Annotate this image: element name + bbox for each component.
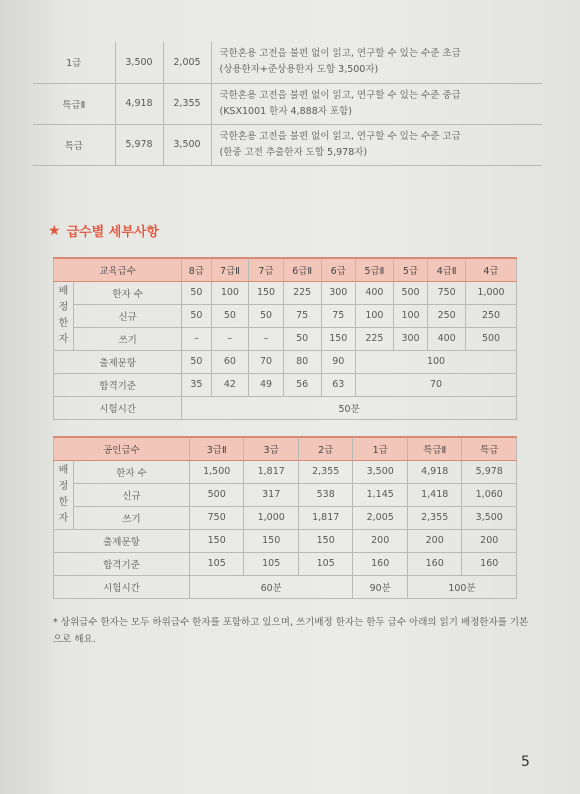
grade-cell: 특급Ⅱ: [33, 83, 115, 124]
write-count-cell: 3,500: [163, 124, 211, 165]
value-cell: 50: [249, 304, 284, 327]
value-cell: 105: [189, 552, 244, 575]
value-cell: 150: [298, 529, 353, 552]
table-row: [54, 529, 517, 552]
label-char: 배: [58, 464, 69, 476]
header-cell: 3급Ⅱ: [189, 437, 244, 460]
table-row: [54, 350, 517, 373]
merged-value-cell: 100: [356, 350, 517, 373]
value-cell: 3,500: [462, 506, 517, 529]
label-char: 배: [58, 285, 69, 297]
value-cell: 42: [211, 373, 249, 396]
value-cell: 250: [466, 304, 517, 327]
value-cell: 50: [182, 350, 211, 373]
header-row: [54, 437, 517, 460]
value-cell: 35: [182, 373, 211, 396]
value-cell: 300: [321, 281, 356, 304]
value-cell: 60: [211, 350, 249, 373]
value-cell: 225: [283, 281, 321, 304]
row-label: 시험시간: [54, 396, 182, 419]
value-cell: 90분: [353, 575, 408, 598]
value-cell: 100: [211, 281, 249, 304]
header-cell: 4급Ⅱ: [428, 258, 466, 281]
value-cell: 90: [321, 350, 356, 373]
value-cell: 400: [428, 327, 466, 350]
value-cell: 1,418: [407, 483, 462, 506]
row-label: 출제문항: [54, 350, 182, 373]
header-cell: 6급: [321, 258, 356, 281]
header-cell: 5급Ⅱ: [356, 258, 394, 281]
value-cell: 75: [283, 304, 321, 327]
value-cell: 2,355: [407, 506, 462, 529]
value-cell: 538: [298, 483, 353, 506]
header-row: [54, 258, 517, 281]
table-row: [54, 327, 517, 350]
table-row: [54, 483, 517, 506]
description-line: 국한혼용 고전을 불편 없이 읽고, 연구할 수 있는 수준 고급: [219, 130, 461, 142]
row-label: 출제문항: [54, 529, 190, 552]
row-label: 한자 수: [74, 460, 190, 483]
header-cell: 7급: [249, 258, 284, 281]
value-cell: 160: [462, 552, 517, 575]
value-cell: 150: [244, 529, 299, 552]
value-cell: 1,060: [462, 483, 517, 506]
grade-cell: 1급: [33, 42, 115, 83]
value-cell: 50: [283, 327, 321, 350]
grade-summary-table: [33, 42, 542, 166]
value-cell: 317: [244, 483, 299, 506]
table-row: [33, 124, 542, 165]
value-cell: 500: [393, 281, 428, 304]
value-cell: 2,005: [353, 506, 408, 529]
description-cell: [211, 42, 542, 83]
value-cell: 150: [249, 281, 284, 304]
value-cell: –: [182, 327, 211, 350]
header-cell: 5급: [393, 258, 428, 281]
write-count-cell: 2,005: [163, 42, 211, 83]
header-cell: 교육급수: [54, 258, 182, 281]
header-cell: 8급: [182, 258, 211, 281]
star-icon: ★: [48, 222, 61, 239]
value-cell: 100: [393, 304, 428, 327]
description-line: 국한혼용 고전을 불편 없이 읽고, 연구할 수 있는 수준 중급: [219, 89, 461, 101]
value-cell: 1,500: [189, 460, 244, 483]
value-cell: 3,500: [353, 460, 408, 483]
value-cell: 1,000: [466, 281, 517, 304]
row-label: 한자 수: [74, 281, 182, 304]
assigned-hanja-label: [54, 460, 74, 529]
value-cell: 500: [466, 327, 517, 350]
value-cell: 160: [353, 552, 408, 575]
assigned-hanja-label: [54, 281, 74, 350]
label-char: 정: [58, 480, 69, 492]
value-cell: –: [211, 327, 249, 350]
read-count-cell: 3,500: [115, 42, 163, 83]
value-cell: 160: [407, 552, 462, 575]
value-cell: 63: [321, 373, 356, 396]
label-char: 자: [58, 512, 69, 524]
value-cell: 50: [182, 304, 211, 327]
merged-value-cell: 50분: [182, 396, 517, 419]
header-cell: 특급: [462, 437, 517, 460]
header-cell: 4급: [466, 258, 517, 281]
row-label: 쓰기: [74, 327, 182, 350]
description-note: (한중 고전 추출한자 도합 5,978자): [219, 146, 368, 158]
value-cell: –: [249, 327, 284, 350]
value-cell: 1,817: [244, 460, 299, 483]
description-line: 국한혼용 고전을 불편 없이 읽고, 연구할 수 있는 수준 초급: [219, 48, 461, 60]
merged-value-cell: 60분: [189, 575, 353, 598]
row-label: 합격기준: [54, 552, 190, 575]
section-heading: [48, 221, 159, 240]
page-number: 5: [521, 754, 530, 770]
value-cell: 5,978: [462, 460, 517, 483]
table-row: [54, 396, 517, 419]
value-cell: 4,918: [407, 460, 462, 483]
header-cell: 2급: [298, 437, 353, 460]
value-cell: 56: [283, 373, 321, 396]
table-row: [54, 460, 517, 483]
value-cell: 50: [182, 281, 211, 304]
value-cell: 1,000: [244, 506, 299, 529]
read-count-cell: 5,978: [115, 124, 163, 165]
value-cell: 75: [321, 304, 356, 327]
row-label: 시험시간: [54, 575, 190, 598]
merged-value-cell: 100분: [407, 575, 516, 598]
label-char: 정: [58, 301, 69, 313]
row-label: 신규: [74, 483, 190, 506]
header-cell: 6급Ⅱ: [283, 258, 321, 281]
value-cell: 150: [321, 327, 356, 350]
value-cell: 1,817: [298, 506, 353, 529]
description-cell: [211, 124, 542, 165]
description-cell: [211, 83, 542, 124]
header-cell: 특급Ⅱ: [407, 437, 462, 460]
merged-value-cell: 70: [356, 373, 517, 396]
value-cell: 105: [298, 552, 353, 575]
value-cell: 80: [283, 350, 321, 373]
table-row: [54, 373, 517, 396]
education-grade-table: [53, 257, 517, 420]
label-char: 한: [58, 496, 69, 508]
value-cell: 200: [407, 529, 462, 552]
grade-cell: 특급: [33, 124, 115, 165]
value-cell: 2,355: [298, 460, 353, 483]
value-cell: 1,145: [353, 483, 408, 506]
table-row: [54, 575, 517, 598]
table-row: [54, 304, 517, 327]
section-title: 급수별 세부사항: [66, 225, 159, 240]
value-cell: 400: [356, 281, 394, 304]
value-cell: 300: [393, 327, 428, 350]
value-cell: 750: [428, 281, 466, 304]
row-label: 쓰기: [74, 506, 190, 529]
table-row: [54, 506, 517, 529]
label-char: 자: [58, 333, 69, 345]
header-cell: 3급: [244, 437, 299, 460]
table-row: [54, 281, 517, 304]
row-label: 신규: [74, 304, 182, 327]
value-cell: 250: [428, 304, 466, 327]
header-cell: 공인급수: [54, 437, 190, 460]
value-cell: 750: [189, 506, 244, 529]
value-cell: 500: [189, 483, 244, 506]
value-cell: 225: [356, 327, 394, 350]
public-grade-table: [53, 436, 517, 599]
value-cell: 70: [249, 350, 284, 373]
value-cell: 50: [211, 304, 249, 327]
table-row: [54, 552, 517, 575]
label-char: 한: [58, 317, 69, 329]
row-label: 합격기준: [54, 373, 182, 396]
value-cell: 150: [189, 529, 244, 552]
header-cell: 7급Ⅱ: [211, 258, 249, 281]
value-cell: 49: [249, 373, 284, 396]
footnote: * 상위급수 한자는 모두 하위급수 한자를 포함하고 있으며, 쓰기배정 한자는 한두 급수 아래의 읽기 배정한자를 기본으로 해요.: [53, 617, 529, 645]
value-cell: 200: [462, 529, 517, 552]
read-count-cell: 4,918: [115, 83, 163, 124]
table-row: [33, 42, 542, 83]
write-count-cell: 2,355: [163, 83, 211, 124]
value-cell: 105: [244, 552, 299, 575]
value-cell: 100: [356, 304, 394, 327]
table-row: [33, 83, 542, 124]
description-note: (KSX1001 한자 4,888자 포함): [219, 105, 352, 117]
value-cell: 200: [353, 529, 408, 552]
header-cell: 1급: [353, 437, 408, 460]
description-note: (상용한자+준상용한자 도합 3,500자): [219, 64, 379, 76]
